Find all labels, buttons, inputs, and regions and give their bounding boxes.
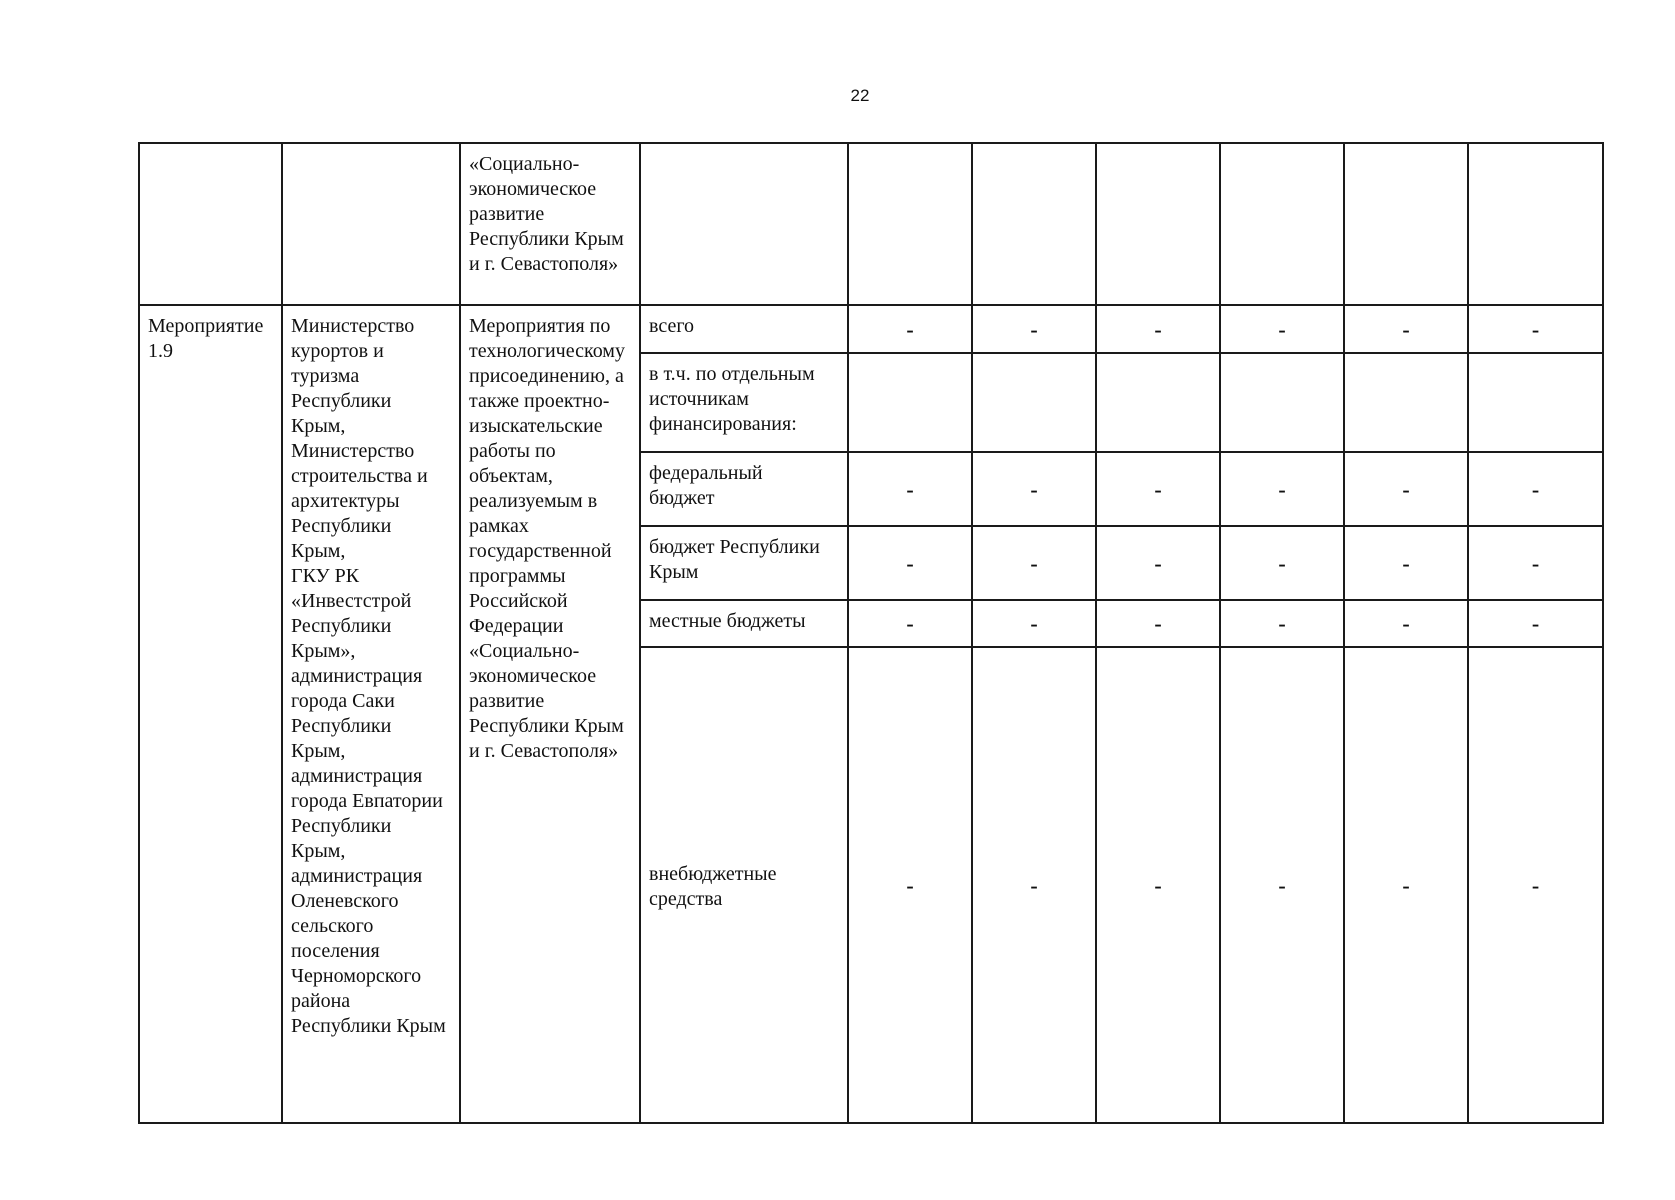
value-cell (848, 353, 972, 452)
value-cell: - (1220, 600, 1344, 647)
value-cell: - (972, 600, 1096, 647)
source-label: бюджет Республики Крым (640, 526, 848, 600)
value-cell: - (848, 600, 972, 647)
value-cell (1220, 353, 1344, 452)
value-cell (972, 353, 1096, 452)
source-label: федеральный бюджет (640, 452, 848, 526)
cell-empty (139, 143, 282, 305)
cell-empty (1468, 143, 1603, 305)
value-cell: - (1220, 647, 1344, 1123)
value-cell: - (1096, 647, 1220, 1123)
value-cell: - (1468, 452, 1603, 526)
value-cell (1096, 353, 1220, 452)
cell-empty (972, 143, 1096, 305)
cell-empty (1344, 143, 1468, 305)
value-cell: - (1468, 647, 1603, 1123)
page-number: 22 (850, 86, 870, 105)
value-cell: - (1096, 526, 1220, 600)
value-cell: - (1468, 305, 1603, 353)
value-cell: - (1344, 452, 1468, 526)
source-label: внебюджетные средства (640, 647, 848, 1123)
cell-empty (1220, 143, 1344, 305)
value-cell: - (848, 647, 972, 1123)
measure-code-cell: Мероприятие 1.9 (139, 305, 282, 1123)
value-cell: - (848, 526, 972, 600)
cell-empty (848, 143, 972, 305)
value-cell: - (1468, 600, 1603, 647)
value-cell: - (1344, 600, 1468, 647)
financing-table (138, 142, 1604, 1124)
value-cell: - (1220, 452, 1344, 526)
table-row-continuation (139, 143, 1603, 305)
source-label: местные бюджеты (640, 600, 848, 647)
value-cell: - (972, 647, 1096, 1123)
source-label: в т.ч. по отдельным источникам финансирования: (640, 353, 848, 452)
value-cell: - (848, 305, 972, 353)
value-cell: - (1344, 305, 1468, 353)
value-cell: - (1344, 526, 1468, 600)
source-label: всего (640, 305, 848, 353)
value-cell: - (972, 526, 1096, 600)
value-cell: - (848, 452, 972, 526)
cell-empty (640, 143, 848, 305)
value-cell: - (1096, 600, 1220, 647)
measure-description-cell: Мероприятия по технологическому присоединению, а также проектно- изыскательские работы по объектам, реализуемым в рамках государственной программы Российской Федерации «Социально- экономическое развитие Республики Крым и г. Севастополя» (460, 305, 640, 1123)
value-cell: - (972, 305, 1096, 353)
value-cell: - (1096, 305, 1220, 353)
cell-empty (282, 143, 460, 305)
value-cell: - (1220, 305, 1344, 353)
value-cell: - (1468, 526, 1603, 600)
value-cell (1468, 353, 1603, 452)
value-cell: - (1344, 647, 1468, 1123)
program-name-cell: «Социально- экономическое развитие Республики Крым и г. Севастополя» (460, 143, 640, 305)
value-cell (1344, 353, 1468, 452)
executors-cell: Министерство курортов и туризма Республики Крым, Министерство строительства и архитектуры Республики Крым, ГКУ РК «Инвестстрой Республики Крым», администрация города Саки Республики Крым, администрация города Евпатории Республики Крым, администрация Оленевского сельского поселения Черноморского района Республики Крым (282, 305, 460, 1123)
value-cell: - (1220, 526, 1344, 600)
value-cell: - (1096, 452, 1220, 526)
table-row-total (139, 305, 1603, 353)
value-cell: - (972, 452, 1096, 526)
cell-empty (1096, 143, 1220, 305)
